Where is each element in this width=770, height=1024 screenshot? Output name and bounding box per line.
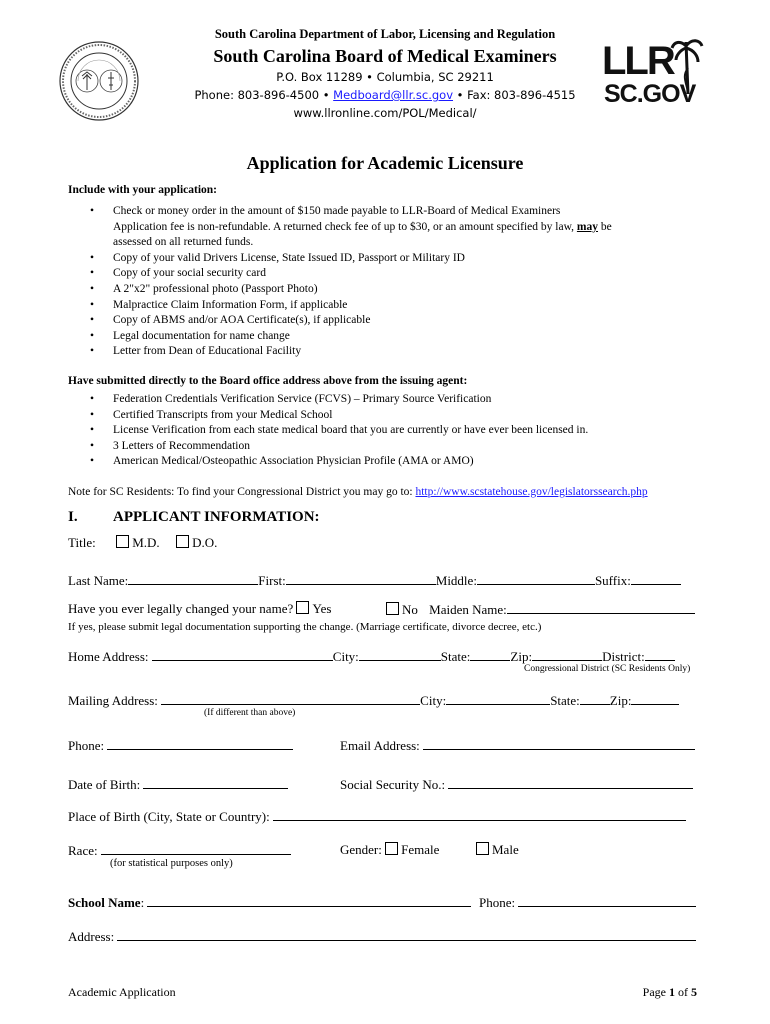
footer-title: Academic Application <box>68 985 176 999</box>
middle-name-label: Middle: <box>435 573 477 588</box>
yes-label: Yes <box>312 601 332 616</box>
submitted-list <box>68 392 728 470</box>
district-note-label: Congressional District (SC Residents Only) <box>524 664 691 674</box>
include-list <box>68 204 718 360</box>
school-name-label: School Name <box>68 895 141 910</box>
yes-checkbox[interactable] <box>296 601 309 614</box>
name-change-note: If yes, please submit legal documentation supporting the change. (Marriage certificate, divorce decree, etc.) <box>68 621 542 633</box>
race-row <box>68 842 291 859</box>
list-item: • Copy of ABMS and/or AOA Certificate(s), if applicable <box>68 313 718 329</box>
name-row <box>68 572 681 589</box>
no-label: No <box>402 602 418 617</box>
mailing-zip-field[interactable] <box>631 692 679 705</box>
list-item: • Letter from Dean of Educational Facility <box>68 344 718 360</box>
ssn-row <box>340 776 693 793</box>
mailing-address-label: Mailing Address: <box>68 693 158 708</box>
home-zip-label: Zip: <box>510 649 533 664</box>
ssn-field[interactable] <box>448 776 693 789</box>
mailing-zip-label: Zip: <box>609 693 632 708</box>
male-label: Male <box>492 842 519 857</box>
home-state-label: State: <box>440 649 471 664</box>
gender-label: Gender: <box>340 842 382 857</box>
list-item: • A 2"x2" professional photo (Passport Photo) <box>68 282 718 298</box>
md-label: M.D. <box>132 535 160 550</box>
home-address-row <box>68 648 675 665</box>
list-item: • Check or money order in the amount of $150 made payable to LLR-Board of Medical Examiners Application fee is non-refundable. A returned check fee of up to $30, or an amount specified by law, may be assessed on all returned funds. <box>68 204 718 251</box>
llr-logo-icon <box>600 34 704 108</box>
mailing-city-field[interactable] <box>446 692 550 705</box>
mailing-note: (If different than above) <box>204 708 296 718</box>
district-field[interactable] <box>645 648 675 661</box>
home-zip-field[interactable] <box>532 648 602 661</box>
race-field[interactable] <box>101 842 291 855</box>
male-checkbox[interactable] <box>476 842 489 855</box>
submitted-heading: Have submitted directly to the Board office address above from the issuing agent: <box>68 375 468 387</box>
mailing-address-row <box>68 692 679 709</box>
logo-top-text: LLR <box>602 39 674 83</box>
pob-field[interactable] <box>273 808 686 821</box>
school-address-label: Address: <box>68 929 115 944</box>
no-checkbox[interactable] <box>386 602 399 615</box>
home-city-field[interactable] <box>359 648 441 661</box>
home-city-label: City: <box>332 649 359 664</box>
suffix-label: Suffix: <box>594 573 631 588</box>
home-state-field[interactable] <box>470 648 510 661</box>
pob-label: Place of Birth (City, State or Country): <box>68 809 270 824</box>
maiden-name-label: Maiden Name: <box>429 602 507 617</box>
mailing-state-label: State: <box>550 693 580 708</box>
do-label: D.O. <box>192 535 218 550</box>
last-name-field[interactable] <box>128 572 258 585</box>
race-label: Race: <box>68 843 98 858</box>
llr-logo <box>600 34 704 108</box>
title-label: Title: <box>68 535 96 550</box>
mailing-city-label: City: <box>420 693 447 708</box>
list-item: • Federation Credentials Verification Service (FCVS) – Primary Source Verification <box>68 392 728 408</box>
name-change-row <box>68 601 331 617</box>
list-item: • Malpractice Claim Information Form, if applicable <box>68 298 718 314</box>
pob-row <box>68 808 686 825</box>
school-phone-row <box>479 894 696 911</box>
district-label: District: <box>602 649 645 664</box>
statehouse-link[interactable]: http://www.scstatehouse.gov/legislatorssearch.php <box>415 486 648 498</box>
male-option <box>476 842 519 858</box>
school-name-field[interactable] <box>147 894 471 907</box>
state-seal-icon <box>58 40 140 122</box>
logo-bottom-text: SC.GOV <box>604 80 696 108</box>
district-note: Note for SC Residents: To find your Congressional District you may go to: http://www.scstatehouse.gov/legislatorssearch.php <box>68 486 648 498</box>
mailing-address-field[interactable] <box>161 692 420 705</box>
school-address-row <box>68 928 696 945</box>
list-item: • Copy of your valid Drivers License, State Issued ID, Passport or Military ID <box>68 251 718 267</box>
suffix-field[interactable] <box>631 572 681 585</box>
board-name: South Carolina Board of Medical Examiners <box>213 46 557 66</box>
first-name-label: First: <box>258 573 286 588</box>
list-item: • License Verification from each state medical board that you are currently or have ever been licensed in. <box>68 423 728 439</box>
include-heading: Include with your application: <box>68 184 217 196</box>
website-text: www.llronline.com/POL/Medical/ <box>293 106 477 120</box>
list-item: • Copy of your social security card <box>68 266 718 282</box>
race-note: (for statistical purposes only) <box>110 858 233 869</box>
section-number: I. <box>68 509 78 525</box>
ssn-label: Social Security No.: <box>340 777 446 792</box>
home-address-field[interactable] <box>152 648 333 661</box>
female-label: Female <box>401 842 440 857</box>
email-label: Email Address: <box>340 738 420 753</box>
female-checkbox[interactable] <box>385 842 398 855</box>
fax-text: • Fax: 803-896-4515 <box>453 88 576 102</box>
maiden-row <box>386 601 695 618</box>
page-title: Application for Academic Licensure <box>246 153 524 173</box>
school-phone-field[interactable] <box>518 894 696 907</box>
do-checkbox[interactable] <box>176 535 189 548</box>
board-address: P.O. Box 11289 • Columbia, SC 29211 <box>276 70 494 84</box>
first-name-field[interactable] <box>286 572 436 585</box>
mailing-state-field[interactable] <box>580 692 610 705</box>
name-change-question: Have you ever legally changed your name? <box>68 601 294 616</box>
phone-row <box>68 737 293 754</box>
dob-field[interactable] <box>143 776 288 789</box>
phone-field[interactable] <box>107 737 293 750</box>
email-row <box>340 737 695 754</box>
email-link[interactable]: Medboard@llr.sc.gov <box>333 88 454 102</box>
home-address-label: Home Address: <box>68 649 149 664</box>
school-address-field[interactable] <box>117 928 696 941</box>
list-item: • 3 Letters of Recommendation <box>68 439 728 455</box>
md-checkbox[interactable] <box>116 535 129 548</box>
department-name: South Carolina Department of Labor, Licensing and Regulation <box>214 27 556 41</box>
last-name-label: Last Name: <box>68 573 129 588</box>
email-field[interactable] <box>423 737 695 750</box>
page-number: Page 1 of 5 <box>642 985 697 999</box>
section-heading: APPLICANT INFORMATION: <box>113 509 320 525</box>
middle-name-field[interactable] <box>477 572 595 585</box>
dob-row <box>68 776 288 793</box>
list-item: • American Medical/Osteopathic Association Physician Profile (AMA or AMO) <box>68 454 728 470</box>
maiden-name-field[interactable] <box>507 601 695 614</box>
phone-label: Phone: <box>68 738 105 753</box>
title-row <box>68 535 217 551</box>
list-item: • Legal documentation for name change <box>68 329 718 345</box>
school-phone-label: Phone: <box>479 895 516 910</box>
dob-label: Date of Birth: <box>68 777 141 792</box>
gender-row <box>340 842 439 858</box>
school-row: School Name: <box>68 894 471 911</box>
phone-text: Phone: 803-896-4500 • <box>194 88 334 102</box>
list-item: • Certified Transcripts from your Medical School <box>68 408 728 424</box>
